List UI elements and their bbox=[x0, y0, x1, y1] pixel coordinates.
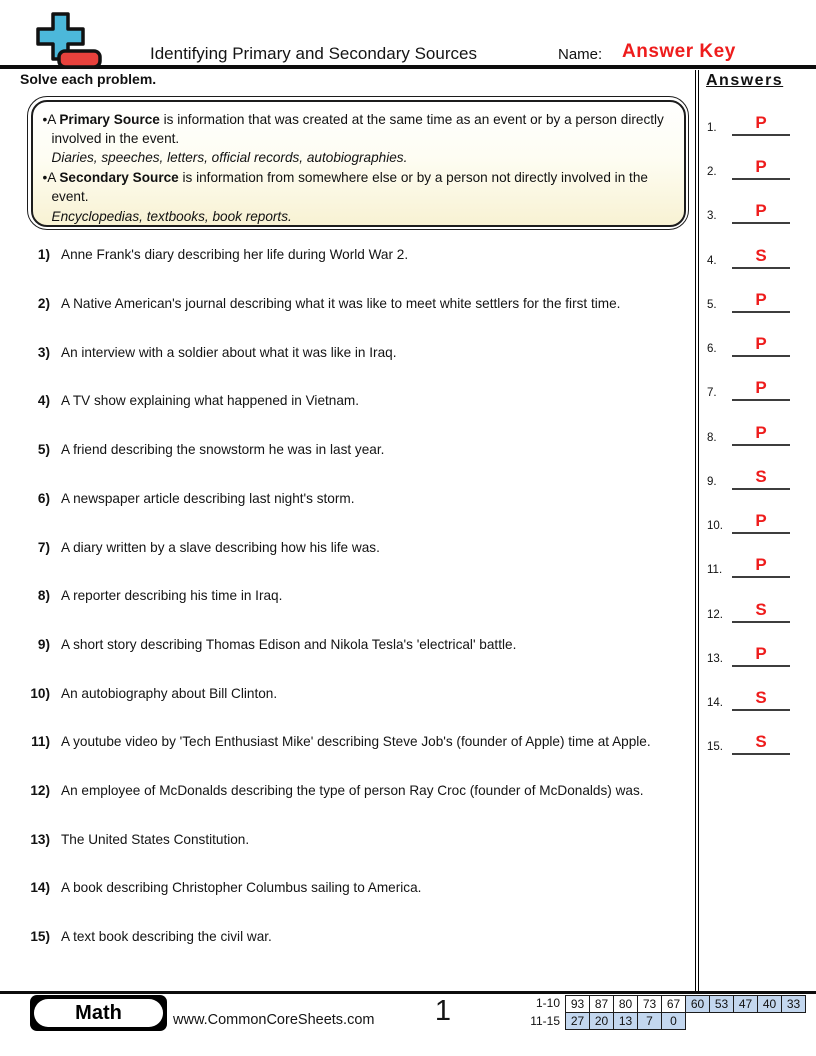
answer-blank bbox=[732, 289, 790, 313]
answer-value: P bbox=[755, 290, 767, 309]
answer-value: P bbox=[755, 644, 767, 663]
definition-box bbox=[27, 96, 689, 230]
answer-item bbox=[707, 466, 790, 490]
score-cell: 93 bbox=[565, 995, 590, 1013]
answer-blank bbox=[732, 377, 790, 401]
question-text: An autobiography about Bill Clinton. bbox=[61, 686, 278, 701]
answers-separator-line bbox=[695, 70, 699, 993]
question-number: 2) bbox=[37, 296, 50, 311]
question-text: Anne Frank's diary describing her life during World War 2. bbox=[61, 247, 409, 262]
score-range-label: 1-10 bbox=[535, 996, 560, 1010]
question-number: 15) bbox=[30, 929, 50, 944]
answer-blank bbox=[732, 599, 790, 623]
score-cell: 47 bbox=[733, 995, 758, 1013]
question-number: 3) bbox=[37, 345, 50, 360]
score-row-1-10 bbox=[520, 995, 806, 1013]
score-cell: 33 bbox=[781, 995, 806, 1013]
answer-blank bbox=[732, 156, 790, 180]
question-row bbox=[20, 489, 688, 509]
score-cell: 67 bbox=[661, 995, 686, 1013]
answer-number: 10. bbox=[707, 520, 723, 532]
answer-item bbox=[707, 200, 790, 224]
instructions-text: Solve each problem. bbox=[20, 71, 157, 87]
answer-item bbox=[707, 112, 790, 136]
answer-number: 13. bbox=[707, 653, 723, 665]
answer-item bbox=[707, 599, 790, 623]
question-row bbox=[20, 343, 688, 363]
minus-icon bbox=[59, 51, 100, 67]
question-text: A reporter describing his time in Iraq. bbox=[61, 588, 283, 603]
footer-rule bbox=[0, 991, 816, 994]
question-row bbox=[20, 830, 688, 850]
answer-item bbox=[707, 687, 790, 711]
answer-item bbox=[707, 377, 790, 401]
question-row bbox=[20, 586, 688, 606]
question-text: An interview with a soldier about what it was like in Iraq. bbox=[61, 345, 397, 360]
answer-value: P bbox=[755, 113, 767, 132]
answer-number: 3. bbox=[707, 210, 717, 222]
question-row bbox=[20, 440, 688, 460]
answer-item bbox=[707, 643, 790, 667]
score-cell: 60 bbox=[685, 995, 710, 1013]
score-cell: 20 bbox=[589, 1012, 614, 1030]
question-text: The United States Constitution. bbox=[61, 832, 250, 847]
answer-blank bbox=[732, 687, 790, 711]
primary-source-term: Primary Source bbox=[59, 111, 160, 127]
question-text: A text book describing the civil war. bbox=[61, 929, 272, 944]
header-rule bbox=[0, 65, 816, 69]
question-row bbox=[20, 732, 688, 752]
question-row bbox=[20, 294, 688, 314]
question-number: 10) bbox=[30, 686, 50, 701]
answers-title: Answers bbox=[706, 72, 784, 89]
answer-blank bbox=[732, 510, 790, 534]
answer-item bbox=[707, 731, 790, 755]
question-text: A short story describing Thomas Edison and Nikola Tesla's 'electrical' battle. bbox=[61, 637, 517, 652]
question-row bbox=[20, 391, 688, 411]
question-number: 14) bbox=[30, 880, 50, 895]
answer-number: 9. bbox=[707, 476, 717, 488]
page-number: 1 bbox=[434, 995, 452, 1027]
answer-value: S bbox=[755, 688, 767, 707]
answer-number: 5. bbox=[707, 299, 717, 311]
answer-blank bbox=[732, 333, 790, 357]
name-label: Name: bbox=[558, 46, 603, 63]
question-text: A Native American's journal describing what it was like to meet white settlers for the first time. bbox=[61, 296, 621, 311]
answer-value: P bbox=[755, 423, 767, 442]
question-row bbox=[20, 245, 688, 265]
answer-value: P bbox=[755, 334, 767, 353]
secondary-source-term: Secondary Source bbox=[59, 169, 179, 185]
question-text: A youtube video by 'Tech Enthusiast Mike' describing Steve Job's (founder of Apple) time at Apple. bbox=[61, 734, 651, 749]
question-text: A book describing Christopher Columbus sailing to America. bbox=[61, 880, 422, 895]
answer-blank bbox=[732, 112, 790, 136]
answer-blank bbox=[732, 731, 790, 755]
answer-item bbox=[707, 422, 790, 446]
answer-number: 14. bbox=[707, 697, 723, 709]
score-cell: 53 bbox=[709, 995, 734, 1013]
question-number: 11) bbox=[31, 734, 50, 749]
answer-value: S bbox=[755, 467, 767, 486]
answer-value: P bbox=[755, 201, 767, 220]
question-row bbox=[20, 635, 688, 655]
question-number: 12) bbox=[30, 783, 50, 798]
question-row bbox=[20, 878, 688, 898]
answer-value: P bbox=[755, 555, 767, 574]
question-number: 7) bbox=[37, 540, 50, 555]
question-number: 4) bbox=[37, 393, 50, 408]
question-number: 9) bbox=[37, 637, 50, 652]
answer-value: P bbox=[755, 378, 767, 397]
score-cell: 27 bbox=[565, 1012, 590, 1030]
score-table bbox=[520, 995, 806, 1030]
answer-number: 7. bbox=[707, 387, 717, 399]
answer-blank bbox=[732, 466, 790, 490]
question-number: 8) bbox=[37, 588, 50, 603]
answer-item bbox=[707, 510, 790, 534]
question-number: 13) bbox=[30, 832, 50, 847]
page-title: Identifying Primary and Secondary Sources bbox=[150, 44, 477, 63]
score-cell: 87 bbox=[589, 995, 614, 1013]
score-cell: 80 bbox=[613, 995, 638, 1013]
question-text: An employee of McDonalds describing the type of person Ray Croc (founder of McDonalds) was. bbox=[61, 783, 644, 798]
answer-key-text: Answer Key bbox=[622, 41, 736, 62]
answer-number: 2. bbox=[707, 166, 717, 178]
question-text: A TV show explaining what happened in Vietnam. bbox=[61, 393, 360, 408]
answer-item bbox=[707, 289, 790, 313]
question-number: 5) bbox=[37, 442, 50, 457]
definition-box-inner bbox=[31, 100, 686, 227]
score-row-11-15 bbox=[520, 1013, 806, 1030]
question-number: 1) bbox=[37, 247, 50, 262]
score-range-label: 11-15 bbox=[530, 1014, 560, 1028]
score-cell: 13 bbox=[613, 1012, 638, 1030]
answer-number: 6. bbox=[707, 343, 717, 355]
score-cell: 7 bbox=[637, 1012, 662, 1030]
answer-value: S bbox=[755, 732, 767, 751]
question-row bbox=[20, 927, 688, 947]
answer-blank bbox=[732, 200, 790, 224]
question-row bbox=[20, 684, 688, 704]
question-text: A newspaper article describing last night's storm. bbox=[61, 491, 355, 506]
answer-number: 11. bbox=[707, 564, 723, 576]
answer-blank bbox=[732, 554, 790, 578]
question-text: A friend describing the snowstorm he was in last year. bbox=[61, 442, 385, 457]
answer-item bbox=[707, 333, 790, 357]
answer-number: 12. bbox=[707, 609, 723, 621]
subject-badge-label: Math bbox=[34, 999, 163, 1027]
question-number: 6) bbox=[37, 491, 50, 506]
score-cell: 73 bbox=[637, 995, 662, 1013]
question-row bbox=[20, 781, 688, 801]
answer-value: S bbox=[755, 600, 767, 619]
subject-badge bbox=[30, 995, 167, 1031]
question-row bbox=[20, 538, 688, 558]
answer-blank bbox=[732, 245, 790, 269]
answer-value: P bbox=[755, 511, 767, 530]
plus-minus-logo bbox=[20, 10, 102, 77]
answer-number: 15. bbox=[707, 741, 723, 753]
answer-blank bbox=[732, 422, 790, 446]
score-cell: 0 bbox=[661, 1012, 686, 1030]
website-text: www.CommonCoreSheets.com bbox=[173, 1012, 375, 1028]
answer-value: P bbox=[755, 157, 767, 176]
question-text: A diary written by a slave describing how his life was. bbox=[61, 540, 380, 555]
answer-blank bbox=[732, 643, 790, 667]
answer-item bbox=[707, 554, 790, 578]
score-cell: 40 bbox=[757, 995, 782, 1013]
primary-source-definition: •A Primary Source is information that was created at the same time as an event or by a person directly involved in the event. bbox=[42, 111, 664, 146]
secondary-source-definition: •A Secondary Source is information from somewhere else or by a person not directly involved in the event. bbox=[42, 169, 648, 205]
answer-value: S bbox=[755, 246, 767, 265]
answer-number: 8. bbox=[707, 432, 717, 444]
primary-source-examples: Diaries, speeches, letters, official records, autobiographies. bbox=[51, 150, 408, 166]
answer-item bbox=[707, 156, 790, 180]
answer-number: 1. bbox=[707, 122, 717, 134]
secondary-source-examples: Encyclopedias, textbooks, book reports. bbox=[51, 208, 292, 224]
answer-number: 4. bbox=[707, 255, 717, 267]
answer-item bbox=[707, 245, 790, 269]
